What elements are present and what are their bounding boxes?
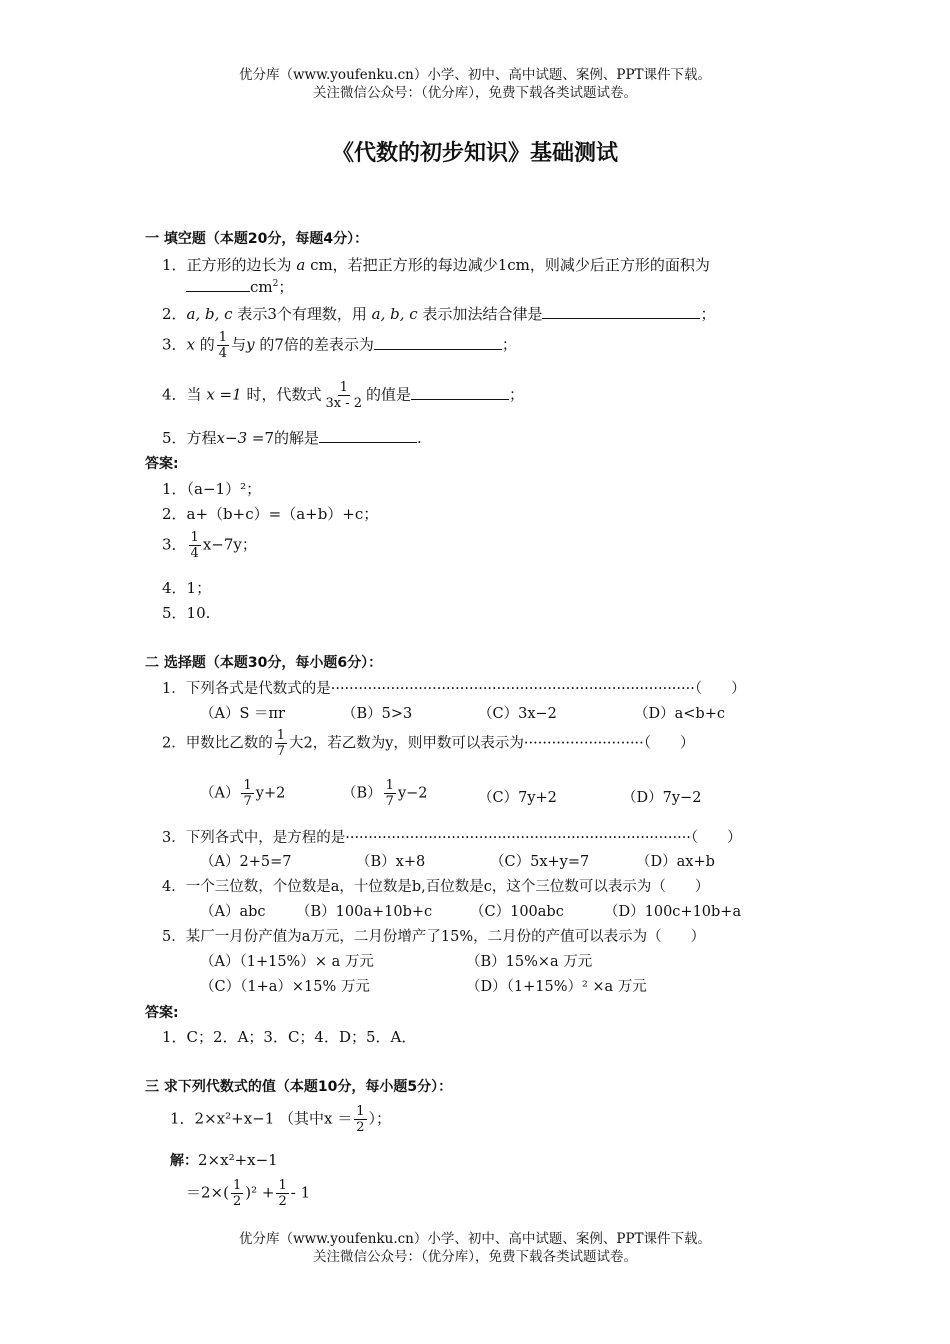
page-title: 《代数的初步知识》基础测试 <box>331 141 618 166</box>
s2-q2-option-b[interactable]: （B） $\frac{1}{7}$ y−2 <box>342 778 428 809</box>
s2-question-1: 1．下列各式是代数式的是···············································································（ ） <box>162 681 746 697</box>
fraction-one-quarter: $\frac{1}{4}$ <box>190 530 199 561</box>
fraction-one-half: $\frac{1}{2}$ <box>356 1104 365 1135</box>
s2-question-4: 4．一个三位数，个位数是a，十位数是b,百位数是c，这个三位数可以表示为（ ） <box>162 879 710 895</box>
s2-question-5: 5．某厂一月份产值为a万元，二月份增产了15%，二月份的产值可以表示为（ ） <box>162 929 706 945</box>
s2-q2-option-c[interactable]: （C）7y+2 <box>478 790 557 806</box>
footer-line-1: 优分库（www.youfenku.cn）小学、初中、高中试题、案例、PPT课件下载。 <box>238 1231 712 1247</box>
s1-question-1-cont: $cm^2$； <box>186 276 293 297</box>
s2-q1-option-d[interactable]: （D）a<b+c <box>634 706 725 722</box>
section-3-heading: 三 求下列代数式的值（本题10分，每小题5分）： <box>145 1079 453 1095</box>
answer-blank[interactable] <box>542 304 700 319</box>
section-1-heading: 一 填空题（本题20分，每题4分）： <box>145 231 369 247</box>
header-line-1: 优分库（www.youfenku.cn）小学、初中、高中试题、案例、PPT课件下载。 <box>238 67 712 83</box>
s2-q3-option-b[interactable]: （B）x+8 <box>356 854 426 870</box>
s1-answer-1: 1．（a−1）²； <box>162 480 262 498</box>
s2-q4-option-c[interactable]: （C）100abc <box>470 904 564 920</box>
fraction-expression: $\frac{1}{3x - 2}$ <box>325 380 362 411</box>
fraction-one-quarter: $\frac{1}{4}$ <box>218 330 228 361</box>
page-footer <box>0 1230 950 1266</box>
s2-q1-option-c[interactable]: （C）3x−2 <box>478 706 557 722</box>
answer-blank[interactable] <box>411 385 509 400</box>
s2-q4-option-d[interactable]: （D）100c+10b+a <box>604 904 742 920</box>
s2-question-2: 2．甲数比乙数的 $\frac{1}{7}$ 大2，若乙数为y，则甲数可以表示为··························（ ） <box>162 728 695 759</box>
s1-question-4: 4．当 x =1 时，代数式 $\frac{1}{3x - 2}$ 的值是 ； <box>162 380 525 411</box>
s2-q3-option-a[interactable]: （A）2+5=7 <box>200 854 292 870</box>
s2-question-3: 3．下列各式中，是方程的是···········································································（ ） <box>162 830 742 846</box>
s1-answer-2: 2．a+（b+c）=（a+b）+c； <box>162 505 379 523</box>
s2-q5-option-c[interactable]: （C）（1+a）×15% 万元 <box>200 979 370 995</box>
fraction-one-seventh: $\frac{1}{7}$ <box>276 728 286 759</box>
s2-q3-option-c[interactable]: （C）5x+y=7 <box>490 854 590 870</box>
s2-q5-option-d[interactable]: （D）（1+15%）² ×a 万元 <box>466 979 647 995</box>
s2-q4-option-a[interactable]: （A）abc <box>200 904 266 920</box>
s3-solution-line-2: ＝2×( $\frac{1}{2}$ )² + $\frac{1}{2}$ - 1 <box>186 1178 311 1209</box>
answer-blank[interactable] <box>319 428 417 443</box>
section-2-heading: 二 选择题（本题30分，每小题6分）： <box>145 655 383 671</box>
s1-question-5: 5．方程x−3 =7的解是 . <box>162 429 422 447</box>
s1-answer-4: 4．1； <box>162 579 212 597</box>
s2-answer-label: 答案: <box>145 1005 179 1021</box>
s1-answer-label: 答案: <box>145 456 179 472</box>
s2-q5-option-a[interactable]: （A）（1+15%）× a 万元 <box>200 954 374 970</box>
s2-q3-option-d[interactable]: （D）ax+b <box>636 854 715 870</box>
s2-q1-option-a[interactable]: （A）S ＝πr <box>200 706 285 722</box>
fraction-one-half: $\frac{1}{2}$ <box>232 1178 242 1209</box>
footer-line-2: 关注微信公众号：（优分库），免费下载各类试题试卷。 <box>313 1249 637 1265</box>
s1-question-3: 3．x 的 $\frac{1}{4}$ 与y 的7倍的差表示为 ； <box>162 330 517 361</box>
header-line-2: 关注微信公众号：（优分库），免费下载各类试题试卷。 <box>313 85 637 101</box>
s1-question-2: 2．a, b, c 表示3个有理数，用 a, b, c 表示加法结合律是 ； <box>162 305 716 323</box>
s2-q2-option-a[interactable]: （A） $\frac{1}{7}$ y+2 <box>200 778 286 809</box>
page-header <box>0 66 950 102</box>
s1-question-1: 1．正方形的边长为 a cm，若把正方形的每边减少1cm，则减少后正方形的面积为 <box>162 256 710 274</box>
s1-answer-5: 5．10. <box>162 604 211 622</box>
answer-blank[interactable] <box>374 335 502 350</box>
fraction-one-half: $\frac{1}{2}$ <box>278 1178 287 1209</box>
s2-q2-option-d[interactable]: （D）7y−2 <box>622 790 702 806</box>
s2-q4-option-b[interactable]: （B）100a+10b+c <box>296 904 433 920</box>
s2-q1-option-b[interactable]: （B）5>3 <box>342 706 413 722</box>
s3-solution-line-1: 解：2×x²+x−1 <box>170 1151 278 1169</box>
answer-blank[interactable] <box>186 277 250 292</box>
s1-answer-3: 3． $\frac{1}{4}$ x−7y； <box>162 530 257 561</box>
s3-question-1: 1．2×x²+x−1 （其中x ＝ $\frac{1}{2}$ ）； <box>170 1104 392 1135</box>
s2-answers: 1．C；2．A；3．C；4．D；5．A． <box>162 1028 417 1046</box>
s2-q5-option-b[interactable]: （B）15%×a 万元 <box>466 954 593 970</box>
